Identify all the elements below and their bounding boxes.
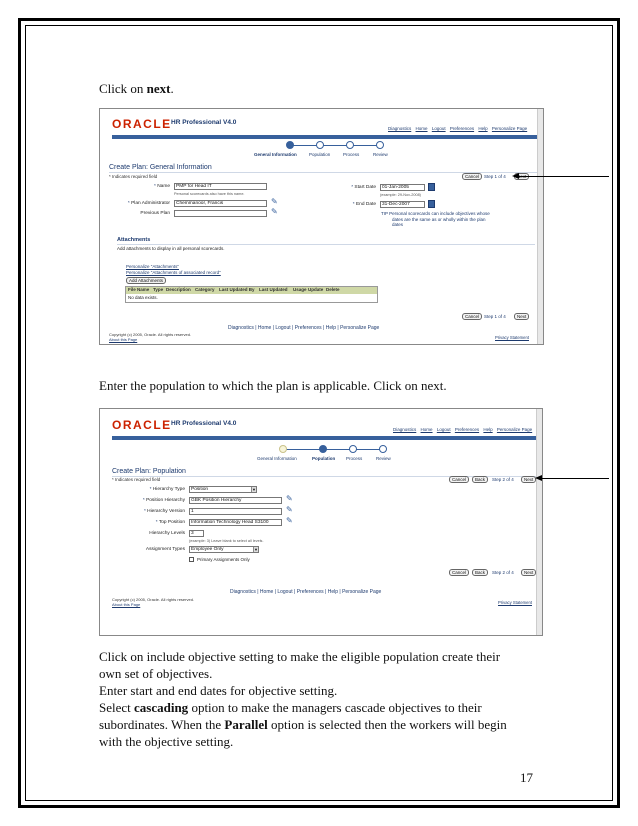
instruction-1-suffix: . xyxy=(170,81,174,96)
hierarchy-levels-label: Hierarchy Levels xyxy=(149,531,185,536)
tip-text xyxy=(381,211,531,228)
col-delete: Delete xyxy=(326,287,340,292)
instruction-1-prefix: Click on xyxy=(99,81,147,96)
position-hierarchy-label: * Position Hierarchy xyxy=(142,498,185,503)
oracle-logo: ORACLE xyxy=(112,117,172,131)
col-category: Category xyxy=(195,287,215,292)
next-button-2-bottom[interactable]: Next xyxy=(521,569,536,576)
col-usage: Usage xyxy=(293,287,307,292)
cancel-button-2-bottom[interactable]: Cancel xyxy=(449,569,469,576)
hierarchy-type-value: Position xyxy=(191,487,209,492)
page-title-2: Create Plan: Population xyxy=(112,468,186,475)
hierarchy-type-label: * Hierarchy Type xyxy=(149,487,185,492)
copyright-text: Copyright (c) 2005, Oracle. All rights reserved. xyxy=(109,332,192,337)
app-name-2: HR Professional V4.0 xyxy=(171,420,237,427)
train-label-process: Process xyxy=(343,152,360,157)
train-label-population-2: Population xyxy=(312,456,336,461)
privacy-link-2[interactable]: Privacy Statement xyxy=(498,600,532,605)
name-input[interactable]: PMP for Head IT xyxy=(174,183,267,190)
start-date-label-text: Start Date xyxy=(354,185,376,190)
attachments-table-header xyxy=(126,287,377,294)
attachments-heading: Attachments xyxy=(117,237,151,243)
instruction-3-line-5 xyxy=(99,716,519,733)
no-data-row: No data exists. xyxy=(128,295,158,300)
assignment-types-select[interactable] xyxy=(189,546,259,553)
next-button-2[interactable]: Next xyxy=(521,476,536,483)
plan-admin-input[interactable]: Chemmanoor, Francis xyxy=(174,200,267,207)
required-note: * Indicates required field xyxy=(109,174,158,179)
app-name: HR Professional V4.0 xyxy=(171,119,237,126)
instruction-3-line-2: own set of objectives. xyxy=(99,666,213,681)
attachments-description: Add attachments to display in all personal scorecards. xyxy=(117,246,225,251)
cancel-button-bottom[interactable]: Cancel xyxy=(462,313,482,320)
dropdown-arrow-icon: ▼ xyxy=(254,547,258,552)
train-label-population: Population xyxy=(309,152,331,157)
hierarchy-version-label: * Hierarchy Version xyxy=(143,509,185,514)
end-date-calendar-icon[interactable] xyxy=(428,200,435,208)
global-links-2 xyxy=(390,427,532,432)
hierarchy-type-label-text: Hierarchy Type xyxy=(152,487,185,492)
oracle-logo-2: ORACLE xyxy=(112,418,172,432)
scrollbar[interactable] xyxy=(537,109,543,344)
scrollbar-2[interactable] xyxy=(536,409,542,635)
hierarchy-version-input[interactable]: 1 xyxy=(189,508,282,515)
previous-plan-input[interactable] xyxy=(174,210,267,217)
instruction-3-line-4 xyxy=(99,699,519,716)
step-indicator-2-bottom: Step 2 of 4 xyxy=(492,570,514,575)
global-link-home-2[interactable]: Home xyxy=(420,427,433,432)
pointer-arrowhead-1 xyxy=(512,173,519,179)
train-step-general-done[interactable] xyxy=(279,445,287,453)
instruction-2: Enter the population to which the plan is applicable. Click on next. xyxy=(99,378,447,393)
col-last-updated: Last Updated xyxy=(259,287,288,292)
train-line xyxy=(290,145,380,146)
train-label-general: General Information xyxy=(254,152,297,157)
footer-links[interactable]: Diagnostics | Home | Logout | Preferences | Help | Personalize Page xyxy=(228,325,380,331)
instruction-1 xyxy=(99,80,174,97)
screenshot-general-information xyxy=(99,108,544,345)
global-link-diagnostics-2[interactable]: Diagnostics xyxy=(393,427,417,432)
global-link-logout-2[interactable]: Logout xyxy=(436,427,451,432)
personalize-attachments-link[interactable]: Personalize "Attachments" xyxy=(126,264,179,269)
assignment-types-label: Assignment Types xyxy=(145,547,185,552)
hierarchy-version-search-icon[interactable]: ✎ xyxy=(286,505,293,514)
global-link-diagnostics[interactable]: Diagnostics xyxy=(388,126,412,131)
global-link-logout[interactable]: Logout xyxy=(431,126,446,131)
train-label-review: Review xyxy=(373,152,388,157)
page-title: Create Plan: General Information xyxy=(109,164,212,171)
position-hierarchy-input[interactable]: GBK Position Hierarchy xyxy=(189,497,282,504)
copyright-2 xyxy=(112,597,194,607)
personalize-associated-link[interactable]: Personalize "Attachments of associated record" xyxy=(126,270,221,275)
step-indicator-2: Step 2 of 4 xyxy=(492,477,514,482)
primary-assignments-label: Primary Assignments Only xyxy=(197,557,250,562)
instruction-3-line-5-prefix: subordinates. When the xyxy=(99,717,225,732)
cancel-button-2[interactable]: Cancel xyxy=(449,476,469,483)
pointer-arrow-2 xyxy=(540,478,609,479)
position-hierarchy-label-text: Position Hierarchy xyxy=(146,498,185,503)
train-step-review[interactable] xyxy=(376,141,384,149)
start-date-input[interactable]: 01-Jan-2005 xyxy=(380,184,425,191)
instruction-3-line-5-bold: Parallel xyxy=(224,717,268,732)
about-page-link-2[interactable]: About this Page xyxy=(112,602,141,607)
copyright-text-2: Copyright (c) 2005, Oracle. All rights reserved. xyxy=(112,597,195,602)
tip-line-2: dates are the same as or wholly within the plan xyxy=(392,216,486,222)
start-date-calendar-icon[interactable] xyxy=(428,183,435,191)
end-date-label: * End Date xyxy=(352,202,376,207)
instruction-3 xyxy=(99,648,519,750)
pointer-arrow-1 xyxy=(517,176,609,177)
step-indicator: Step 1 of 4 xyxy=(484,174,506,179)
instruction-3-line-4-prefix: Select xyxy=(99,700,135,715)
about-page-link[interactable]: About this Page xyxy=(109,337,138,342)
start-date-label: * Start Date xyxy=(351,185,376,190)
plan-admin-search-icon[interactable]: ✎ xyxy=(271,197,278,206)
copyright xyxy=(109,332,191,342)
hierarchy-levels-hint: (example: 3) Leave blank to select all levels. xyxy=(189,539,264,543)
global-link-preferences[interactable]: Preferences xyxy=(449,126,475,131)
train-label-review-2: Review xyxy=(376,456,391,461)
train-line-2 xyxy=(283,449,383,450)
plan-admin-label-text: Plan Administrator xyxy=(131,201,170,206)
previous-plan-label: Previous Plan xyxy=(140,211,170,216)
train-label-process-2: Process xyxy=(346,456,363,461)
attachments-table xyxy=(125,286,378,303)
instruction-3-line-1: Click on include objective setting to make the eligible population create their xyxy=(99,649,501,664)
instruction-3-line-5-suffix: option is selected then the workers will begin xyxy=(267,717,507,732)
plan-admin-label: * Plan Administrator xyxy=(127,201,170,206)
hierarchy-type-select[interactable] xyxy=(189,486,257,493)
global-link-home[interactable]: Home xyxy=(415,126,428,131)
global-link-help[interactable]: Help xyxy=(478,126,488,131)
step-indicator-bottom: Step 1 of 4 xyxy=(484,314,506,319)
name-hint: Personal scorecards also have this name. xyxy=(174,192,245,196)
tip-line-3: dates xyxy=(392,222,404,227)
position-hierarchy-search-icon[interactable]: ✎ xyxy=(286,494,293,503)
train-step-process[interactable] xyxy=(346,141,354,149)
hierarchy-version-label-text: Hierarchy Version xyxy=(147,509,185,514)
cancel-button[interactable]: Cancel xyxy=(462,173,482,180)
primary-assignments-checkbox[interactable] xyxy=(189,557,194,562)
instruction-3-line-4-bold: cascading xyxy=(134,700,189,715)
top-position-label: * Top Position xyxy=(155,520,185,525)
global-link-personalize[interactable]: Personalize Page xyxy=(491,126,528,131)
top-position-input[interactable]: Information Technology Head S3100 xyxy=(189,519,282,526)
instruction-1-bold: next xyxy=(146,81,171,96)
start-date-hint: (example: 29-Nov-2008) xyxy=(380,193,421,197)
dropdown-arrow-icon: ▼ xyxy=(252,487,256,492)
screenshot-population xyxy=(99,408,543,636)
train-step-general-active[interactable] xyxy=(286,141,294,149)
back-button-bottom[interactable]: Back xyxy=(472,569,488,576)
end-date-label-text: End Date xyxy=(355,202,376,207)
pointer-arrowhead-2 xyxy=(535,475,542,481)
instruction-3-line-4-suffix: option to make the managers cascade objectives to their xyxy=(188,700,482,715)
name-label-text: Name xyxy=(157,184,170,189)
train-step-population[interactable] xyxy=(316,141,324,149)
end-date-input[interactable]: 31-Dec-2007 xyxy=(380,201,425,208)
col-update: Update xyxy=(308,287,324,292)
col-last-updated-by: Last Updated By xyxy=(219,287,255,292)
global-links xyxy=(385,126,527,131)
brand-bar xyxy=(112,135,537,139)
instruction-3-line-3: Enter start and end dates for objective setting. xyxy=(99,683,338,698)
add-attachments-button[interactable]: Add Attachments xyxy=(126,277,166,284)
global-link-help-2[interactable]: Help xyxy=(483,427,493,432)
required-note-2: * Indicates required field xyxy=(112,477,161,482)
next-button-bottom[interactable]: Next xyxy=(514,313,529,320)
privacy-link[interactable]: Privacy Statement xyxy=(495,335,529,340)
global-link-personalize-2[interactable]: Personalize Page xyxy=(496,427,533,432)
train-step-process-2[interactable] xyxy=(349,445,357,453)
instruction-3-line-6: with the objective setting. xyxy=(99,734,234,749)
top-position-search-icon[interactable]: ✎ xyxy=(286,516,293,525)
top-position-label-text: Top Position xyxy=(158,520,185,525)
brand-bar-2 xyxy=(112,436,537,440)
attachments-underline xyxy=(117,244,535,245)
previous-plan-search-icon[interactable]: ✎ xyxy=(271,207,278,216)
train-step-review-2[interactable] xyxy=(379,445,387,453)
back-button[interactable]: Back xyxy=(472,476,488,483)
global-link-preferences-2[interactable]: Preferences xyxy=(454,427,480,432)
col-file-name: File Name xyxy=(128,287,150,292)
name-label: * Name xyxy=(154,184,170,189)
footer-links-2[interactable]: Diagnostics | Home | Logout | Preferences | Help | Personalize Page xyxy=(230,589,382,595)
page-number: 17 xyxy=(520,770,533,785)
train-label-general-2: General Information xyxy=(257,456,297,461)
assignment-types-value: Employee Only xyxy=(191,547,224,552)
train-step-population-active[interactable] xyxy=(319,445,327,453)
col-description: Description xyxy=(166,287,191,292)
col-type: Type xyxy=(153,287,164,292)
hierarchy-levels-input[interactable]: 3 xyxy=(189,530,204,537)
tip-line-1: TIP Personal scorecards can include objectives whose xyxy=(381,211,490,216)
